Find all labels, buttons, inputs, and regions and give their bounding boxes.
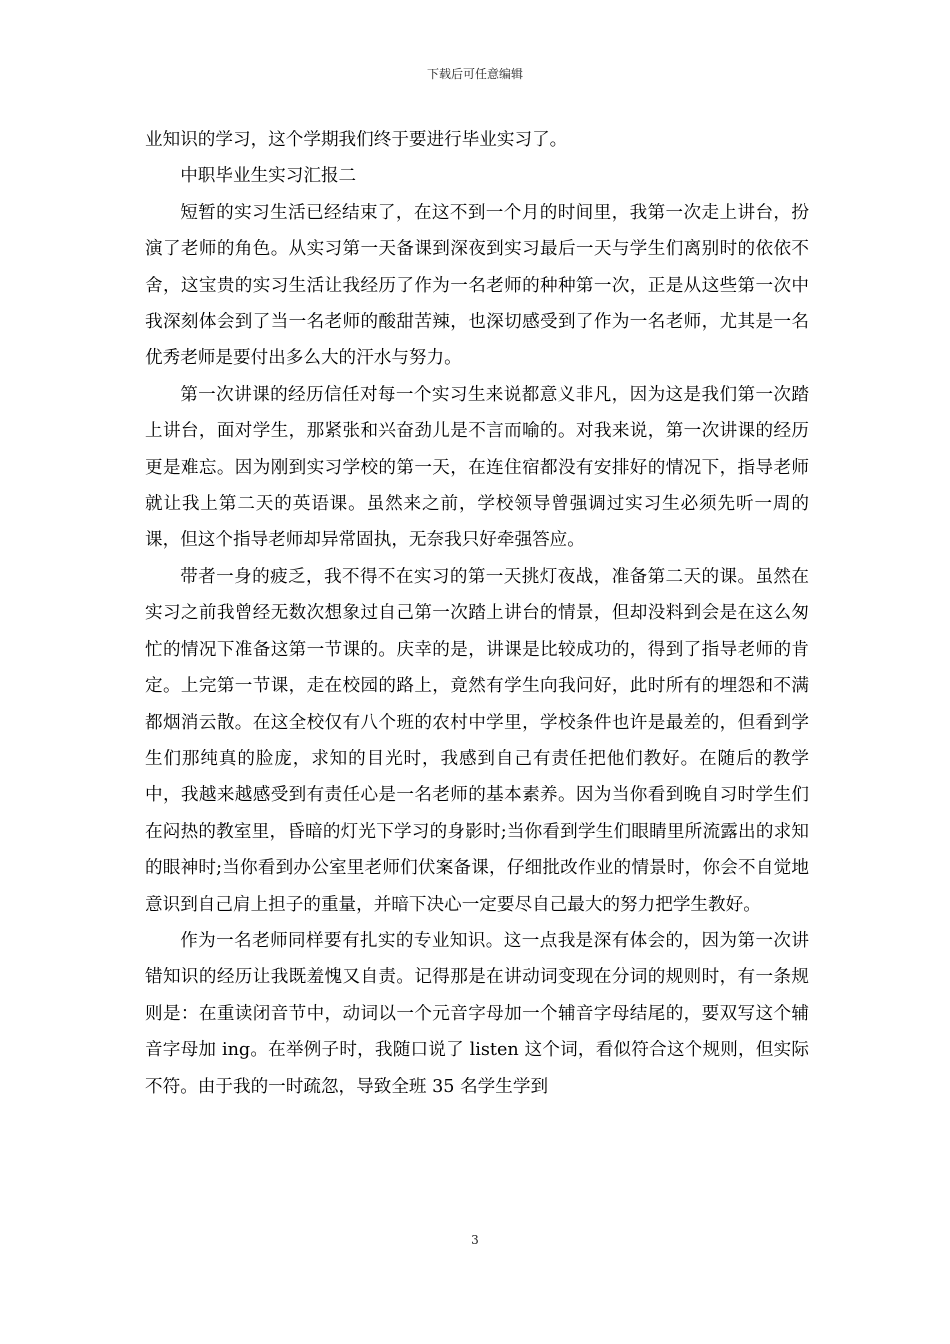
document-body — [145, 122, 809, 1105]
paragraph: 短暂的实习生活已经结束了，在这不到一个月的时间里，我第一次走上讲台，扮演了老师的角色。从实习第一天备课到深夜到实习最后一天与学生们离别时的依依不舍，这宝贵的实习生活让我经历了作为一名老师的种种第一次，正是从这些第一次中我深刻体会到了当一名老师的酸甜苦辣，也深切感受到了作为一名老师，尤其是一名优秀老师是要付出多么大的汗水与努力。 — [145, 202, 809, 369]
paragraph: 带者一身的疲乏，我不得不在实习的第一天挑灯夜战，准备第二天的课。虽然在实习之前我曾经无数次想象过自己第一次踏上讲台的情景，但却没料到会是在这么匆忙的情况下准备这第一节课的。庆幸的是，讲课是比较成功的，得到了指导老师的肯定。上完第一节课，走在校园的路上，竟然有学生向我问好，此时所有的埋怨和不满都烟消云散。在这全校仅有八个班的农村中学里，学校条件也许是最差的，但看到学生们那纯真的脸庞，求知的目光时，我感到自己有责任把他们教好。在随后的教学中，我越来越感受到有责任心是一名老师的基本素养。因为当你看到晚自习时学生们在闷热的教室里，昏暗的灯光下学习的身影时;当你看到学生们眼睛里所流露出的求知的眼神时;当你看到办公室里老师们伏案备课，仔细批改作业的情景时，你会不自觉地意识到自己肩上担子的重量，并暗下决心一定要尽自己最大的努力把学生教好。 — [145, 566, 809, 915]
section-title: 中职毕业生实习汇报二 — [180, 166, 357, 187]
paragraph: 作为一名老师同样要有扎实的专业知识。这一点我是深有体会的，因为第一次讲错知识的经历让我既羞愧又自责。记得那是在讲动词变现在分词的规则时，有一条规则是：在重读闭音节中，动词以一个元音字母加一个辅音字母结尾的，要双写这个辅音字母加 ing。在举例子时，我随口说了 listen 这个词，看似符合这个规则，但实际不符。由于我的一时疏忽，导致全班 35 名学生学到 — [145, 930, 809, 1097]
page-header: 下载后可任意编辑 — [426, 67, 523, 81]
paragraph-continuation: 业知识的学习，这个学期我们终于要进行毕业实习了。 — [145, 130, 568, 150]
paragraph: 第一次讲课的经历信任对每一个实习生来说都意义非凡，因为这是我们第一次踏上讲台，面对学生，那紧张和兴奋劲儿是不言而喻的。对我来说，第一次讲课的经历更是难忘。因为刚到实习学校的第一天，在连住宿都没有安排好的情况下，指导老师就让我上第二天的英语课。虽然来之前，学校领导曾强调过实习生必须先听一周的课，但这个指导老师却异常固执，无奈我只好牵强答应。 — [145, 384, 809, 551]
page-number: 3 — [471, 1233, 479, 1247]
